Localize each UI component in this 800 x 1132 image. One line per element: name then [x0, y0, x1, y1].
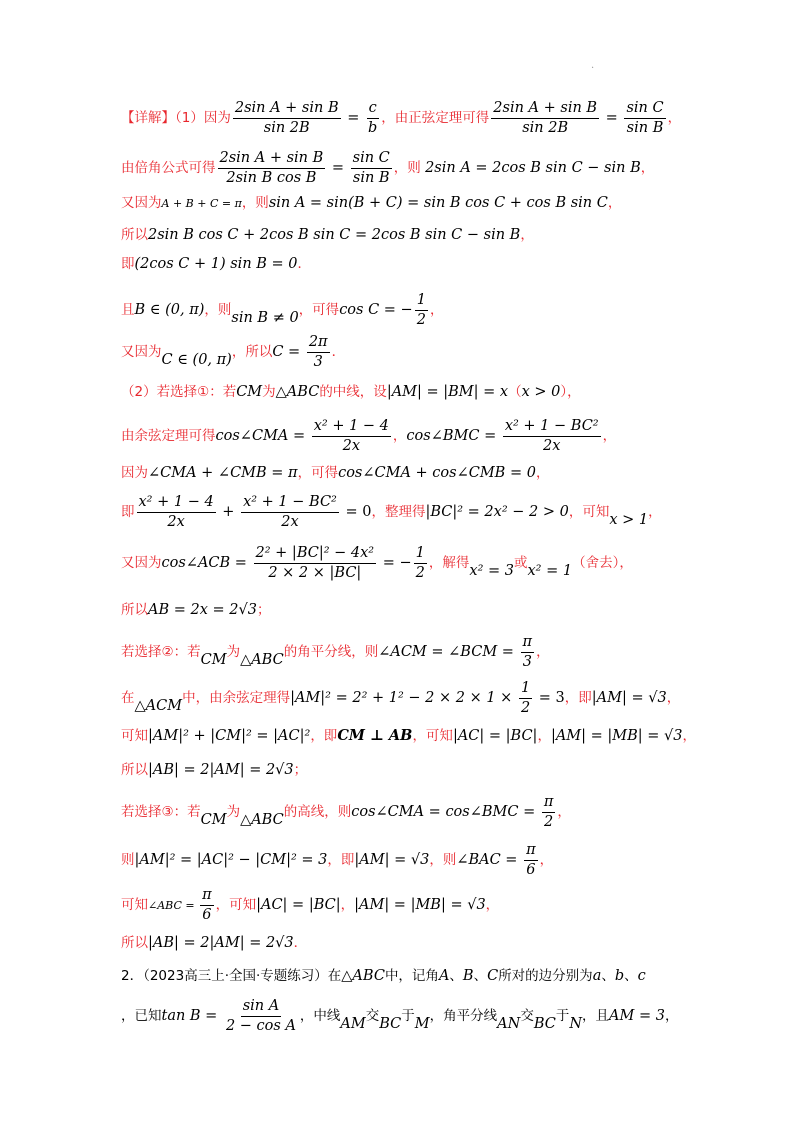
math-expression: B ∈ (0, π) — [134, 302, 205, 319]
fraction — [200, 887, 214, 923]
math-expression: |AM|² + |CM|² = |AC|² — [148, 728, 311, 744]
text-segment: 又因为 — [121, 344, 162, 361]
text-segment: 即 — [121, 256, 135, 272]
text-segment: ，可知 — [412, 728, 453, 744]
math-expression: △ABC — [240, 652, 284, 669]
text-segment: ， — [667, 110, 682, 127]
math-expression: cos∠CMA = cos∠BMC = — [351, 804, 540, 821]
math-expression: |AM| = |MB| = √3 — [550, 728, 683, 744]
math-expression: CM — [200, 652, 227, 669]
fraction — [521, 634, 535, 670]
math-expression: AM = 3 — [609, 1008, 665, 1025]
fraction-denominator: sin 2B — [522, 119, 569, 136]
fraction — [503, 418, 601, 454]
fraction-denominator: sin B — [626, 119, 664, 136]
math-expression: |AM| = √3 — [591, 690, 667, 707]
text-segment: 【详解】（1）因为 — [121, 110, 231, 127]
solution-line-11 — [121, 494, 662, 530]
text-segment: ，即 — [327, 852, 355, 869]
solution-line-18 — [121, 794, 571, 830]
text-segment: ， — [535, 465, 550, 481]
fraction — [519, 680, 532, 716]
math-expression: B — [462, 968, 474, 984]
text-segment: ， — [485, 897, 500, 914]
text-segment: 且 — [121, 302, 135, 319]
math-expression: 2sin A = 2cos B sin C − sin B — [425, 160, 641, 177]
fraction-denominator: 6 — [526, 861, 536, 878]
solution-line-15 — [121, 680, 680, 716]
math-expression: x² = 3 — [469, 563, 514, 580]
math-expression: |AC| = |BC| — [256, 897, 341, 914]
fraction — [491, 100, 599, 136]
text-segment: 可知 — [121, 897, 148, 914]
math-expression: cos C = − — [339, 302, 413, 319]
text-segment: 即 — [121, 504, 135, 521]
math-expression: BC — [379, 1016, 402, 1033]
text-segment: ， — [537, 728, 551, 744]
math-expression: x > 1 — [609, 512, 649, 529]
fraction — [254, 545, 377, 581]
fraction — [415, 292, 428, 328]
math-expression: x² = 1 — [527, 563, 573, 580]
math-expression: M — [414, 1016, 430, 1033]
text-segment: ， — [607, 195, 622, 211]
fraction — [524, 842, 538, 878]
fraction — [218, 150, 326, 186]
math-expression: b — [614, 968, 625, 984]
text-segment: 所以 — [121, 602, 148, 618]
text-segment: ， — [539, 852, 554, 869]
text-segment: 于 — [401, 1008, 415, 1025]
fraction-denominator: 2 — [544, 813, 554, 830]
math-expression: N — [569, 1016, 583, 1033]
fraction — [542, 794, 556, 830]
text-segment: 所对的边分别为 — [498, 968, 593, 984]
solution-line-14 — [121, 634, 550, 670]
solution-line-12 — [121, 545, 633, 581]
fraction — [414, 545, 427, 581]
text-segment: 、 — [449, 968, 463, 984]
fraction-numerator: π — [200, 887, 214, 906]
text-segment: 为 — [226, 644, 241, 661]
text-segment: ， — [536, 644, 550, 661]
text-segment: ，可知 — [568, 504, 610, 521]
math-expression: tan B = — [161, 1008, 222, 1025]
text-segment: ，则 — [204, 302, 232, 319]
fraction-denominator: 2 — [520, 699, 531, 716]
math-expression: AN — [497, 1016, 521, 1033]
fraction-denominator: 6 — [202, 906, 212, 923]
fraction-numerator: π — [524, 842, 538, 861]
question-line-1 — [121, 969, 646, 984]
fraction-numerator: 1 — [519, 680, 532, 699]
fraction-denominator: 2 × 2 × |BC| — [268, 564, 362, 581]
math-expression: |AM| = |MB| = √3 — [354, 897, 486, 914]
math-expression: ∠ABC = — [148, 899, 199, 913]
fraction-denominator: sin 2B — [263, 119, 310, 136]
text-segment: 所以 — [121, 227, 148, 243]
fraction — [307, 334, 330, 370]
text-segment: 可知 — [121, 728, 148, 744]
fraction — [312, 418, 391, 454]
text-segment: 因为 — [121, 465, 148, 481]
math-expression: (2cos C + 1) sin B = 0 — [134, 256, 298, 272]
fraction-numerator: 1 — [414, 545, 427, 564]
math-expression: AM — [340, 1016, 366, 1033]
text-segment: 所以 — [121, 762, 148, 778]
math-expression: |AM| = √3 — [354, 852, 430, 869]
text-segment: ，可得 — [297, 465, 339, 481]
fraction-numerator: π — [521, 634, 535, 653]
fraction-denominator: 2 — [415, 564, 425, 581]
math-expression: a — [592, 968, 602, 984]
text-segment: 若选择②：若 — [121, 644, 201, 661]
fraction-numerator: 2sin A + sin B — [233, 100, 341, 119]
fraction — [233, 100, 341, 136]
math-expression: |BC|² = 2x² − 2 > 0 — [425, 504, 569, 521]
solution-line-1 — [121, 100, 681, 136]
fraction-numerator: π — [542, 794, 556, 813]
text-segment: 又因为 — [121, 555, 162, 572]
text-segment: 于 — [555, 1008, 570, 1025]
fraction-numerator: sin C — [351, 150, 392, 169]
solution-line-17 — [121, 763, 307, 778]
math-expression: |AB| = 2|AM| = 2√3 — [148, 762, 294, 778]
question-line-2 — [121, 998, 678, 1034]
text-segment: 或 — [513, 555, 528, 572]
text-segment: ， — [557, 804, 571, 821]
text-segment: ，则 — [393, 160, 426, 177]
math-expression: x > 0 — [521, 384, 561, 400]
math-expression: ∠CMA + ∠CMB = π — [148, 465, 298, 481]
text-segment: 则 — [121, 852, 135, 869]
fraction-numerator: 2π — [307, 334, 330, 353]
text-segment: ， — [520, 227, 534, 243]
fraction-denominator: 2x — [342, 437, 361, 454]
fraction-denominator: 3 — [522, 653, 532, 670]
math-expression: |AM|² = |AC|² − |CM|² = 3 — [134, 852, 328, 869]
math-expression: △ABC — [240, 812, 284, 829]
fraction-numerator: x² + 1 − 4 — [312, 418, 391, 437]
text-segment: 为 — [262, 384, 276, 400]
text-segment: （2）若选择①：若 — [121, 384, 237, 400]
solution-line-5 — [121, 257, 311, 272]
text-segment: ，角平分线 — [429, 1008, 498, 1025]
text-segment: ， — [666, 690, 681, 707]
math-expression: = − — [378, 555, 412, 572]
fraction-denominator: 2x — [543, 437, 561, 454]
text-segment: ，可得 — [298, 302, 340, 319]
text-segment: 、 — [601, 968, 615, 984]
text-segment: ，整理得 — [371, 504, 426, 521]
math-expression: = — [601, 110, 623, 127]
text-segment: ，即 — [564, 690, 592, 707]
fraction-denominator: 2 — [416, 311, 426, 328]
fraction-denominator: 2 − cos A — [225, 1017, 296, 1034]
fraction-numerator: sin A — [241, 998, 282, 1017]
text-segment: ，即 — [310, 728, 338, 744]
math-expression: cos∠BMC = — [406, 428, 501, 445]
math-expression: △ABC — [275, 384, 320, 400]
text-segment: ）， — [560, 384, 581, 400]
math-expression: A + B + C = π — [161, 197, 242, 210]
text-segment: ． — [293, 935, 308, 951]
math-expression: |AM| = |BM| = x — [386, 384, 509, 400]
math-expression: + — [217, 504, 240, 521]
math-expression: cos∠CMA + cos∠CMB = 0 — [338, 465, 536, 481]
fraction — [224, 998, 298, 1034]
math-expression: = 0 — [340, 504, 372, 521]
text-segment: 由余弦定理可得 — [121, 428, 216, 445]
text-segment: 的角平分线，则 — [283, 644, 379, 661]
fraction-numerator: 2² + |BC|² − 4x² — [254, 545, 377, 564]
math-expression: △ACM — [134, 698, 183, 715]
text-segment: ，已知 — [121, 1008, 162, 1025]
text-segment: 由倍角公式可得 — [121, 160, 216, 177]
fraction — [241, 494, 339, 530]
fraction-numerator: sin C — [624, 100, 665, 119]
fraction-denominator: 2x — [167, 513, 185, 530]
math-expression: sin B ≠ 0 — [231, 310, 299, 327]
math-expression: C — [487, 968, 499, 984]
math-expression: BC — [533, 1016, 556, 1033]
text-segment: ， — [682, 728, 696, 744]
text-segment: 交 — [520, 1008, 534, 1025]
text-segment: ，则 — [241, 195, 269, 211]
math-expression: A — [438, 968, 450, 984]
solution-line-10 — [121, 466, 549, 481]
text-segment: （ — [508, 384, 522, 400]
text-segment: 2．（2023高三上·全国·专题练习）在 — [121, 968, 342, 984]
text-segment: 为 — [226, 804, 241, 821]
solution-line-7 — [121, 334, 345, 370]
solution-line-9 — [121, 418, 616, 454]
solution-line-20 — [121, 887, 499, 923]
math-expression: cos∠CMA = — [215, 428, 310, 445]
text-segment: ， — [392, 428, 407, 445]
math-expression: ∠BAC = — [456, 852, 523, 869]
fraction-numerator: c — [367, 100, 379, 119]
text-segment: 的高线，则 — [283, 804, 352, 821]
solution-line-3 — [121, 196, 621, 211]
text-segment: ，中线 — [299, 1008, 341, 1025]
fraction-numerator: 2sin A + sin B — [491, 100, 599, 119]
text-segment: 交 — [365, 1008, 380, 1025]
fraction-denominator: sin B — [352, 169, 390, 186]
text-segment: ， — [664, 1008, 679, 1025]
math-expression: = — [327, 160, 349, 177]
text-segment: ， — [640, 160, 655, 177]
math-expression: = 3 — [534, 690, 565, 707]
text-segment: ， — [648, 504, 662, 521]
text-segment: ，则 — [429, 852, 457, 869]
fraction-numerator: x² + 1 − BC² — [241, 494, 339, 513]
text-segment: 在 — [121, 690, 135, 707]
fraction-denominator: 2sin B cos B — [226, 169, 317, 186]
text-segment: ，所以 — [231, 344, 273, 361]
fraction — [351, 150, 392, 186]
math-expression: △ABC — [341, 968, 385, 984]
text-segment: ，解得 — [428, 555, 470, 572]
solution-line-13 — [121, 603, 270, 618]
text-segment: 所以 — [121, 935, 148, 951]
fraction — [624, 100, 665, 136]
text-segment: ； — [293, 762, 308, 778]
math-expression: CM ⊥ AB — [337, 727, 413, 744]
math-expression: |AM|² = 2² + 1² − 2 × 2 × 1 × — [290, 690, 517, 707]
text-segment: 若选择③：若 — [121, 804, 201, 821]
math-expression: 2sin B cos C + 2cos B sin C = 2cos B sin C − sin B — [148, 227, 521, 243]
text-segment: ． — [297, 256, 312, 272]
solution-line-6 — [121, 292, 443, 328]
fraction-numerator: 1 — [415, 292, 428, 311]
math-expression: CM — [236, 384, 263, 400]
text-segment: 又因为 — [121, 195, 162, 211]
fraction — [366, 100, 379, 136]
solution-line-21 — [121, 936, 307, 951]
text-segment: 中，由余弦定理得 — [182, 690, 291, 707]
fraction — [137, 494, 216, 530]
text-segment: ，且 — [582, 1008, 610, 1025]
math-expression: = — [342, 110, 364, 127]
text-segment: （舍去）， — [572, 555, 633, 572]
fraction-numerator: x² + 1 − BC² — [503, 418, 601, 437]
text-segment: ， — [602, 428, 617, 445]
math-expression: c — [637, 968, 646, 984]
text-segment: 、 — [624, 968, 638, 984]
text-segment: ，可知 — [215, 897, 257, 914]
math-expression: sin A = sin(B + C) = sin B cos C + cos B sin C — [268, 195, 608, 211]
top-dot: . — [591, 60, 595, 71]
solution-line-16 — [121, 729, 696, 744]
text-segment: ． — [331, 344, 346, 361]
solution-line-8 — [121, 385, 581, 400]
text-segment: ， — [429, 302, 444, 319]
math-expression: AB = 2x = 2√3 — [148, 602, 257, 618]
math-expression: ∠ACM = ∠BCM = — [378, 644, 519, 661]
solution-line-4 — [121, 228, 534, 243]
math-expression: cos∠ACB = — [161, 555, 252, 572]
text-segment: ，由正弦定理可得 — [381, 110, 490, 127]
fraction-denominator: 3 — [313, 353, 323, 370]
fraction-denominator: 2x — [281, 513, 299, 530]
text-segment: ； — [256, 602, 271, 618]
math-expression: CM — [200, 812, 227, 829]
text-segment: 中，记角 — [384, 968, 439, 984]
math-expression: C = — [272, 344, 305, 361]
solution-line-19 — [121, 842, 553, 878]
fraction-numerator: x² + 1 − 4 — [137, 494, 216, 513]
math-expression: |AC| = |BC| — [452, 728, 538, 744]
text-segment: ， — [340, 897, 355, 914]
fraction-numerator: 2sin A + sin B — [218, 150, 326, 169]
text-segment: 的中线，设 — [319, 384, 387, 400]
fraction-denominator: b — [368, 119, 378, 136]
math-expression: |AB| = 2|AM| = 2√3 — [148, 935, 294, 951]
text-segment: 、 — [473, 968, 488, 984]
math-expression: C ∈ (0, π) — [161, 352, 232, 369]
solution-line-2 — [121, 150, 654, 186]
